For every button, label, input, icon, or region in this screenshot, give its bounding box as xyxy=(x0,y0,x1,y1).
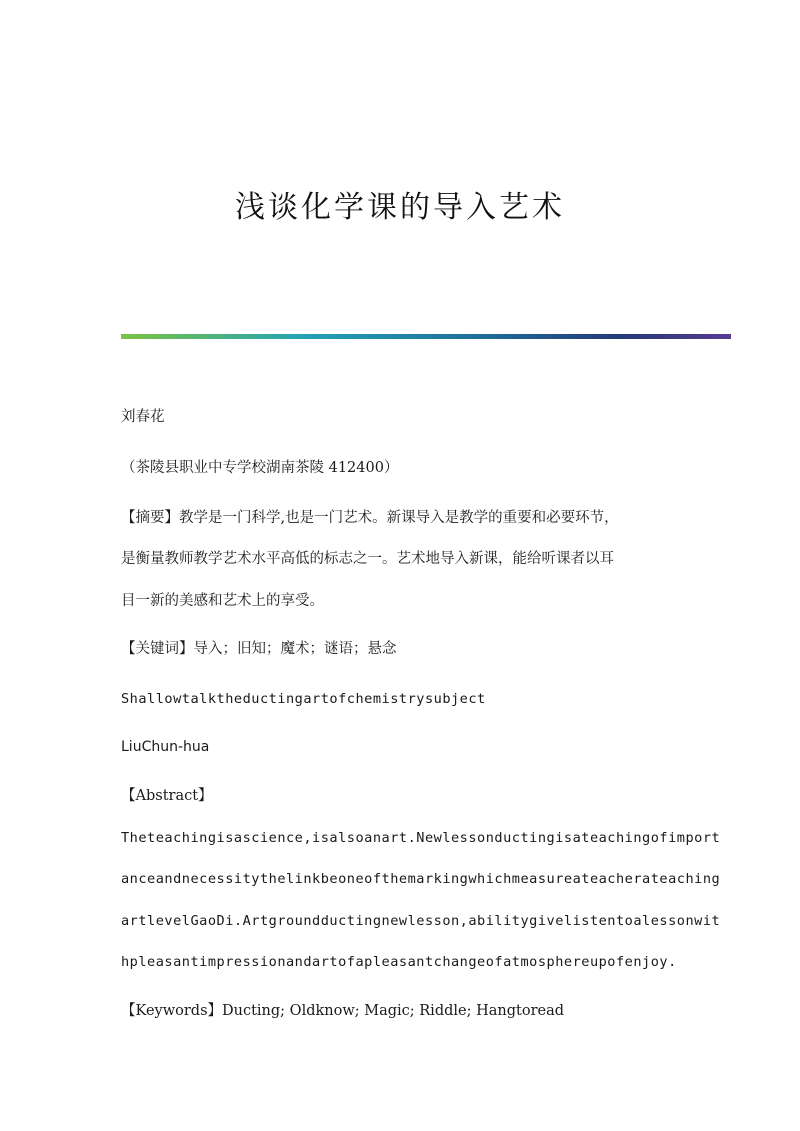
keywords-en: 【Keywords】Ducting; Oldknow; Magic; Riddle; Hangtoread xyxy=(121,1003,565,1019)
keywords-cn: 【关键词】导入；旧知；魔术；谜语；悬念 xyxy=(121,641,397,657)
abstract-en-line-1: Theteachingisascience,isalsoanart.Newlessonductingisateachingofimport xyxy=(121,830,721,846)
abstract-cn-line-1: 【摘要】教学是一门科学,也是一门艺术。新课导入是教学的重要和必要环节， xyxy=(121,510,619,526)
english-title: Shallowtalktheductingartofchemistrysubject xyxy=(121,691,486,707)
author-name: 刘春花 xyxy=(121,409,165,425)
title-divider xyxy=(121,334,731,339)
abstract-en-line-4: hpleasantimpressionandartofapleasantchangeofatmosphereupofenjoy. xyxy=(121,954,677,970)
abstract-cn-line-3: 目一新的美感和艺术上的享受。 xyxy=(121,593,324,609)
paper-title: 浅谈化学课的导入艺术 xyxy=(235,190,565,225)
abstract-en-label: 【Abstract】 xyxy=(121,788,213,804)
abstract-en-line-3: artlevelGaoDi.Artgroundductingnewlesson,abilitygivelistentoalessonwit xyxy=(121,913,721,929)
abstract-en-line-2: anceandnecessitythelinkbeoneofthemarkingwhichmeasureateacherateaching xyxy=(121,871,721,887)
author-affiliation: （茶陵县职业中专学校湖南茶陵 412400） xyxy=(121,460,399,476)
abstract-cn-line-2: 是衡量教师教学艺术水平高低的标志之一。艺术地导入新课，能给听课者以耳 xyxy=(121,551,614,567)
english-author: LiuChun-hua xyxy=(121,739,210,755)
